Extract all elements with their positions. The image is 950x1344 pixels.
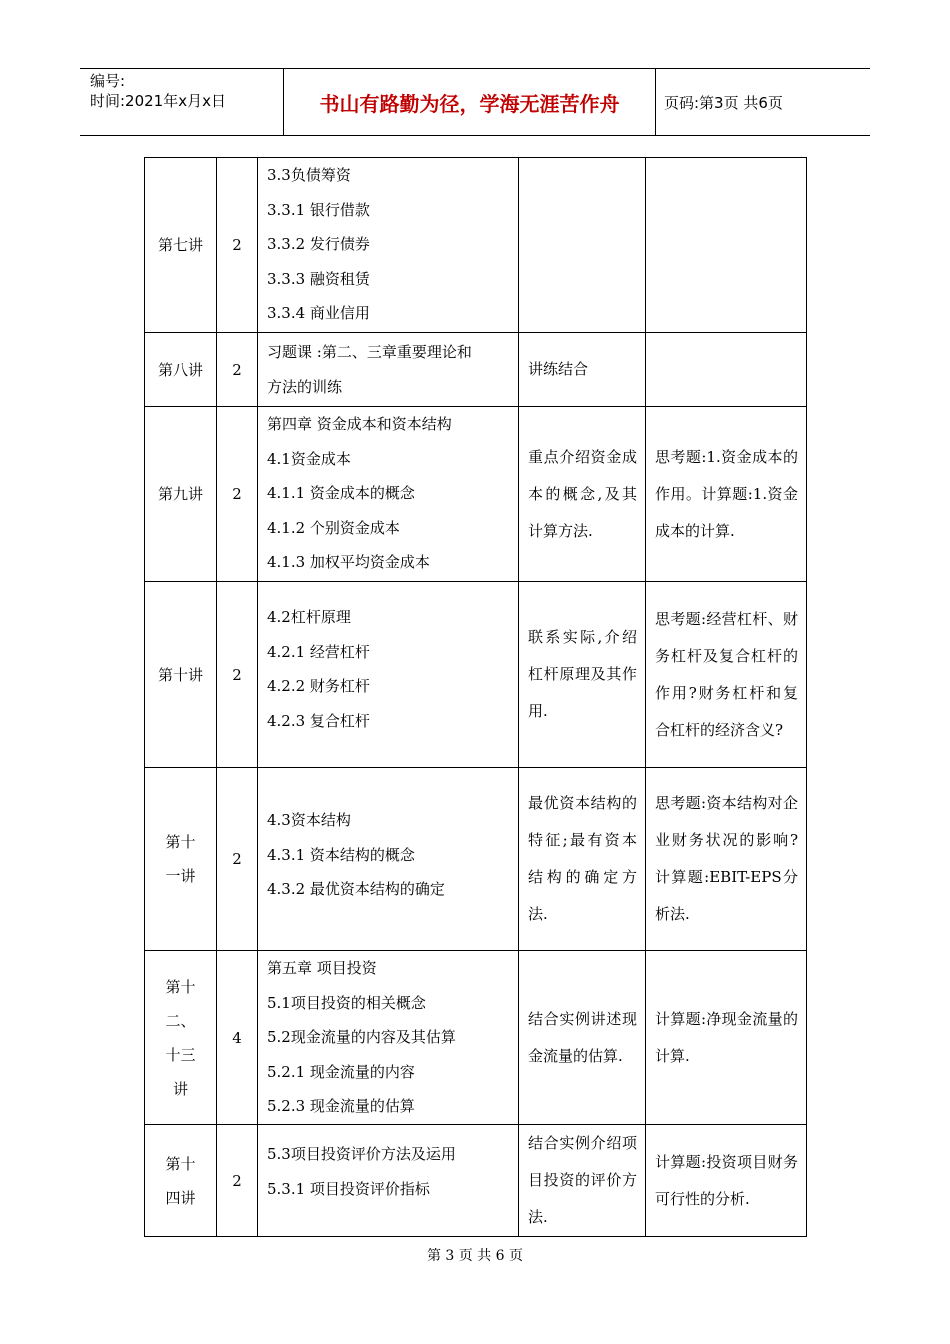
- method-cell: [519, 582, 646, 768]
- topic-line: 4.2.1 经营杠杆: [267, 642, 370, 661]
- topic-line: 4.3.2 最优资本结构的确定: [267, 880, 445, 898]
- hours-value: 4: [232, 1028, 242, 1047]
- lecture-cell: [145, 158, 217, 333]
- method-cell: [519, 158, 646, 333]
- homework-cell: [646, 1125, 807, 1237]
- topics-cell: [258, 333, 519, 407]
- method-cell: [519, 407, 646, 582]
- homework-cell: [646, 333, 807, 407]
- hours-value: 2: [232, 236, 242, 254]
- hours-value: 2: [232, 360, 242, 379]
- hours-value: 2: [232, 1171, 242, 1190]
- hours-cell: [217, 582, 258, 768]
- method-text: 最优资本结构的特征;最有资本结构的确定方法.: [528, 794, 637, 923]
- method-text: 讲练结合: [528, 360, 589, 378]
- homework-text: 思考题:资本结构对企业财务状况的影响?计算题:EBIT-EPS分析法.: [655, 794, 798, 923]
- page-header: [80, 68, 870, 136]
- topic-line: 5.2.1 现金流量的内容: [267, 1062, 415, 1081]
- hours-cell: [217, 768, 258, 951]
- topic-line: 方法的训练: [267, 377, 343, 396]
- hours-cell: [217, 407, 258, 582]
- hours-value: 2: [232, 665, 242, 684]
- hours-value: 2: [232, 850, 242, 868]
- topic-line: 3.3.4 商业信用: [267, 304, 370, 322]
- time-label: 时间:2021年x月x日: [90, 92, 226, 110]
- topic-line: 3.3.1 银行借款: [267, 200, 370, 219]
- method-text: 结合实例介绍项目投资的评价方法.: [528, 1134, 637, 1226]
- topic-line: 4.2.3 复合杠杆: [267, 711, 370, 730]
- lecture-cell: [145, 768, 217, 951]
- schedule-row: [145, 407, 807, 582]
- lecture-name: 第十讲: [157, 665, 203, 684]
- topics-cell: [258, 158, 519, 333]
- topics-cell: [258, 951, 519, 1125]
- number-label: 编号:: [90, 72, 126, 90]
- topic-line: 3.3负债筹资: [267, 166, 351, 184]
- homework-cell: [646, 951, 807, 1125]
- topics-cell: [258, 582, 519, 768]
- topic-line: 3.3.2 发行债券: [267, 235, 370, 253]
- schedule-row: [145, 1125, 807, 1237]
- method-cell: [519, 1125, 646, 1237]
- header-motto: 书山有路勤为径，学海无涯苦作舟: [283, 69, 656, 135]
- topic-line: 5.2现金流量的内容及其估算: [267, 1028, 456, 1046]
- topic-line: 5.3项目投资评价方法及运用: [267, 1145, 456, 1163]
- schedule-row: [145, 582, 807, 768]
- course-schedule-table: [144, 157, 807, 1237]
- page-footer: 第 3 页 共 6 页: [426, 1248, 524, 1264]
- lecture-cell: [145, 333, 217, 407]
- schedule-row: [145, 951, 807, 1125]
- header-page-number: 页码:第3页 共6页: [664, 93, 783, 112]
- homework-cell: [646, 582, 807, 768]
- lecture-cell: [145, 582, 217, 768]
- lecture-cell: [145, 407, 217, 582]
- method-text: 联系实际,介绍杠杆原理及其作用.: [528, 628, 637, 720]
- topics-cell: [258, 768, 519, 951]
- hours-cell: [217, 951, 258, 1125]
- topic-line: 4.1.1 资金成本的概念: [267, 484, 415, 502]
- topic-line: 4.2杠杆原理: [267, 608, 351, 626]
- lecture-name: 第八讲: [157, 360, 203, 379]
- topic-line: 5.3.1 项目投资评价指标: [267, 1179, 430, 1198]
- method-text: 结合实例讲述现金流量的估算.: [528, 1009, 637, 1065]
- method-cell: [519, 333, 646, 407]
- method-text: 重点介绍资金成本的概念,及其计算方法.: [528, 447, 637, 540]
- lecture-name: 第七讲: [157, 236, 203, 254]
- schedule-row: [145, 158, 807, 333]
- method-cell: [519, 951, 646, 1125]
- topic-line: 4.2.2 财务杠杆: [267, 677, 370, 695]
- topic-line: 3.3.3 融资租赁: [267, 269, 370, 288]
- homework-cell: [646, 158, 807, 333]
- lecture-name: 第十一讲: [165, 833, 196, 885]
- homework-text: 思考题:1.资金成本的作用。计算题:1.资金成本的计算.: [655, 447, 798, 540]
- schedule-row: [145, 768, 807, 951]
- hours-value: 2: [232, 485, 242, 503]
- hours-cell: [217, 333, 258, 407]
- homework-text: 计算题:投资项目财务可行性的分析.: [655, 1152, 798, 1208]
- homework-cell: [646, 407, 807, 582]
- lecture-name: 第九讲: [157, 485, 203, 503]
- hours-cell: [217, 1125, 258, 1237]
- lecture-cell: [145, 1125, 217, 1237]
- topic-line: 第四章 资金成本和资本结构: [267, 415, 452, 433]
- lecture-cell: [145, 951, 217, 1125]
- topics-cell: [258, 1125, 519, 1237]
- topic-line: 4.1资金成本: [267, 449, 351, 468]
- topic-line: 5.1项目投资的相关概念: [267, 993, 426, 1012]
- lecture-name: 第十四讲: [165, 1154, 196, 1207]
- topic-line: 4.1.3 加权平均资金成本: [267, 553, 430, 571]
- header-meta: [80, 69, 283, 135]
- topic-line: 5.2.3 现金流量的估算: [267, 1097, 415, 1115]
- homework-text: 思考题:经营杠杆、财务杠杆及复合杠杆的作用?财务杠杆和复合杠杆的经济含义?: [655, 609, 798, 739]
- topic-line: 习题课 :第二、三章重要理论和: [267, 343, 472, 361]
- topic-line: 4.3.1 资本结构的概念: [267, 845, 415, 864]
- homework-cell: [646, 768, 807, 951]
- topic-line: 4.1.2 个别资金成本: [267, 518, 400, 537]
- lecture-name: 第十二、十三讲: [165, 977, 196, 1098]
- topic-line: 4.3资本结构: [267, 811, 351, 829]
- hours-cell: [217, 158, 258, 333]
- schedule-row: [145, 333, 807, 407]
- topic-line: 第五章 项目投资: [267, 959, 377, 977]
- topics-cell: [258, 407, 519, 582]
- method-cell: [519, 768, 646, 951]
- homework-text: 计算题:净现金流量的计算.: [655, 1009, 798, 1065]
